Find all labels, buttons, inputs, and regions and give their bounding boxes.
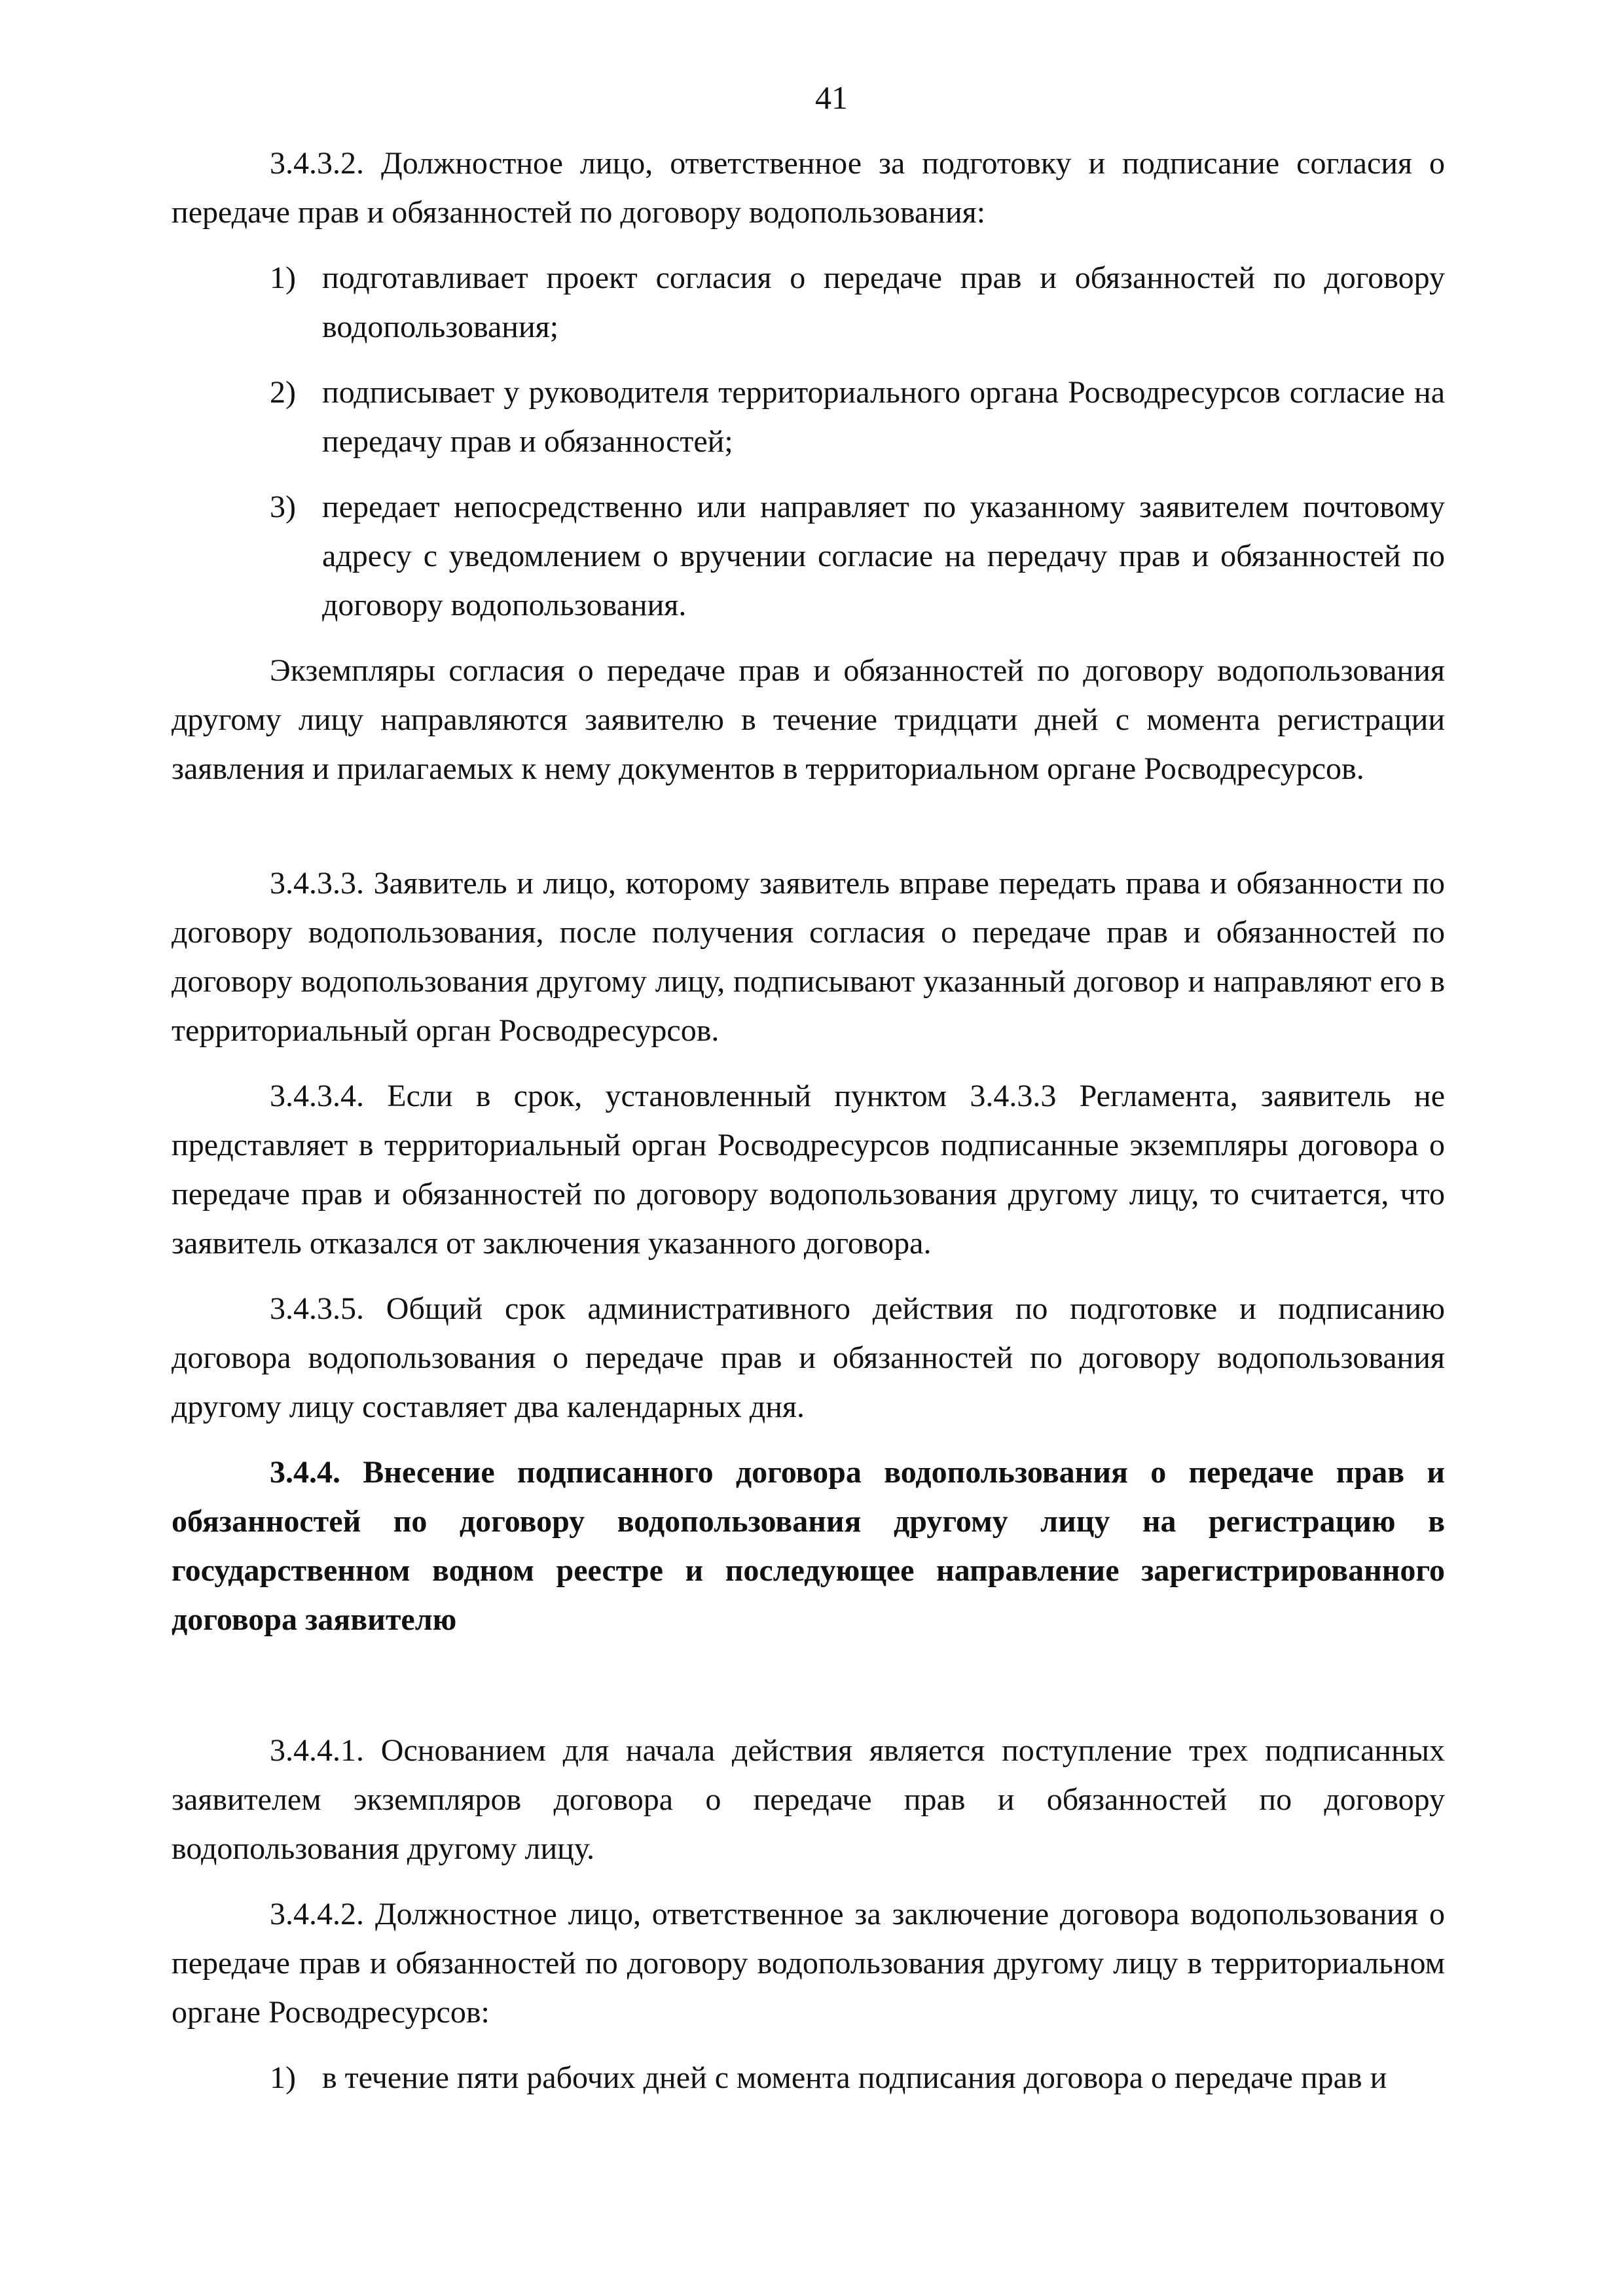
list-marker: 2) [270,375,296,410]
paragraph-3-4-4-1: 3.4.4.1. Основанием для начала действия является поступление трех подписанных заявителем экземпляров договора о передаче прав и обязанностей по договору водопользования другому лицу. [172,1733,1445,1866]
list-item-text: в течение пяти рабочих дней с момента подписания договора о передаче прав и [322,2060,1387,2095]
list-item [270,368,1445,466]
list-item-text: подписывает у руководителя территориального органа Росводресурсов согласие на передачу прав и обязанностей; [322,375,1445,459]
paragraph-3-4-3-2-intro: 3.4.3.2. Должностное лицо, ответственное за подготовку и подписание согласия о передаче прав и обязанностей по договору водопользования: [172,146,1445,230]
list-marker: 1) [270,260,296,295]
list-item [270,2053,1445,2102]
paragraph-3-4-3-4: 3.4.3.4. Если в срок, установленный пунктом 3.4.3.3 Регламента, заявитель не представляет в территориальный орган Росводресурсов подписанные экземпляры договора о передаче прав и обязанностей по договору водопользования другому лицу, то считается, что заявитель отказался от заключения указанного договора. [172,1079,1445,1261]
list-marker: 1) [270,2060,296,2095]
paragraph-copies: Экземпляры согласия о передаче прав и обязанностей по договору водопользования другому лицу направляются заявителю в течение тридцати дней с момента регистрации заявления и прилагаемых к нему документов в территориальном органе Росводресурсов. [172,653,1445,786]
section-heading-3-4-4: 3.4.4. Внесение подписанного договора водопользования о передаче прав и обязанностей по договору водопользования другому лицу на регистрацию в государственном водном реестре и последующее направление зарегистрированного договора заявителю [172,1455,1445,1637]
list-item [270,482,1445,630]
paragraph-3-4-3-3: 3.4.3.3. Заявитель и лицо, которому заявитель вправе передать права и обязанности по договору водопользования, после получения согласия о передаче прав и обязанностей по договору водопользования другому лицу, подписывают указанный договор и направляют его в территориальный орган Росводресурсов. [172,866,1445,1048]
page-number: 41 [815,79,848,116]
paragraph-3-4-4-2-intro: 3.4.4.2. Должностное лицо, ответственное за заключение договора водопользования о передаче прав и обязанностей по договору водопользования другому лицу в территориальном органе Росводресурсов: [172,1897,1445,2030]
list-item-text: передает непосредственно или направляет по указанному заявителем почтовому адресу с уведомлением о вручении согласие на передачу прав и обязанностей по договору водопользования. [322,490,1445,622]
list-item-text: подготавливает проект согласия о передаче прав и обязанностей по договору водопользования; [322,260,1445,344]
paragraph-3-4-3-5: 3.4.3.5. Общий срок административного действия по подготовке и подписанию договора водопользования о передаче прав и обязанностей по договору водопользования другому лицу составляет два календарных дня. [172,1291,1445,1424]
list-marker: 3) [270,490,296,524]
list-item [270,253,1445,351]
